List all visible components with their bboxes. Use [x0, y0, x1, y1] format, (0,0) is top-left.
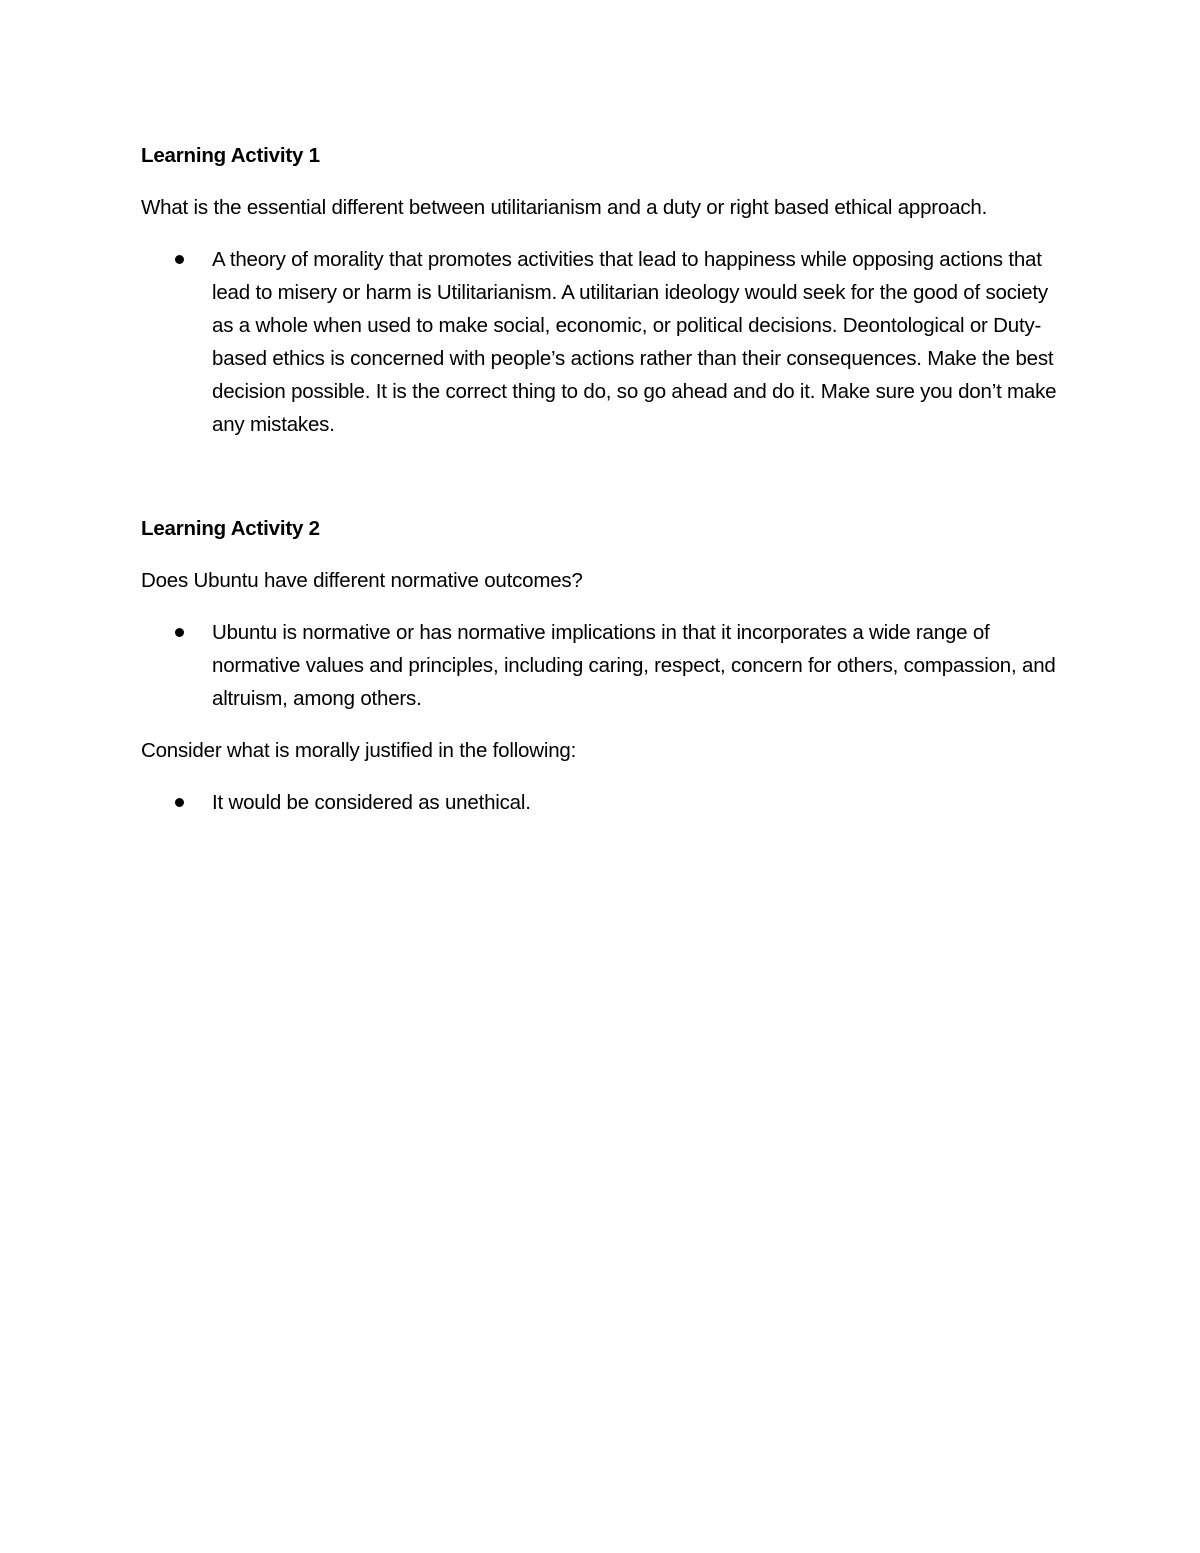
list-item	[141, 616, 1071, 715]
activity-1-answer-list	[141, 243, 1071, 441]
activity-2-answer: Ubuntu is normative or has normative implications in that it incorporates a wide range of normative values and principles, including caring, respect, concern for others, compassion, and altruism, among others.	[212, 621, 1056, 710]
document-body	[141, 139, 1071, 838]
activity-2-heading: Learning Activity 2	[141, 517, 320, 540]
bullet-icon	[175, 628, 184, 637]
activity-2-answer-2: It would be considered as unethical.	[212, 791, 531, 814]
activity-2-question: Does Ubuntu have different normative outcomes?	[141, 569, 583, 592]
activity-2-question-2: Consider what is morally justified in the following:	[141, 739, 577, 762]
list-item	[141, 786, 1071, 819]
activity-1-heading: Learning Activity 1	[141, 144, 320, 167]
list-item	[141, 243, 1071, 441]
section-spacer	[141, 460, 1071, 512]
activity-2-answer-list	[141, 616, 1071, 715]
activity-2-answer-2-list	[141, 786, 1071, 819]
bullet-icon	[175, 255, 184, 264]
activity-1-question: What is the essential different between utilitarianism and a duty or right based ethical approach.	[141, 196, 988, 219]
bullet-icon	[175, 798, 184, 807]
activity-1-answer: A theory of morality that promotes activities that lead to happiness while opposing actions that lead to misery or harm is Utilitarianism. A utilitarian ideology would seek for the good of society as a whole when used to make social, economic, or political decisions. Deontological or Duty-based ethics is concerned with people’s actions rather than their consequences. Make the best decision possible. It is the correct thing to do, so go ahead and do it. Make sure you don’t make any mistakes.	[212, 248, 1057, 436]
